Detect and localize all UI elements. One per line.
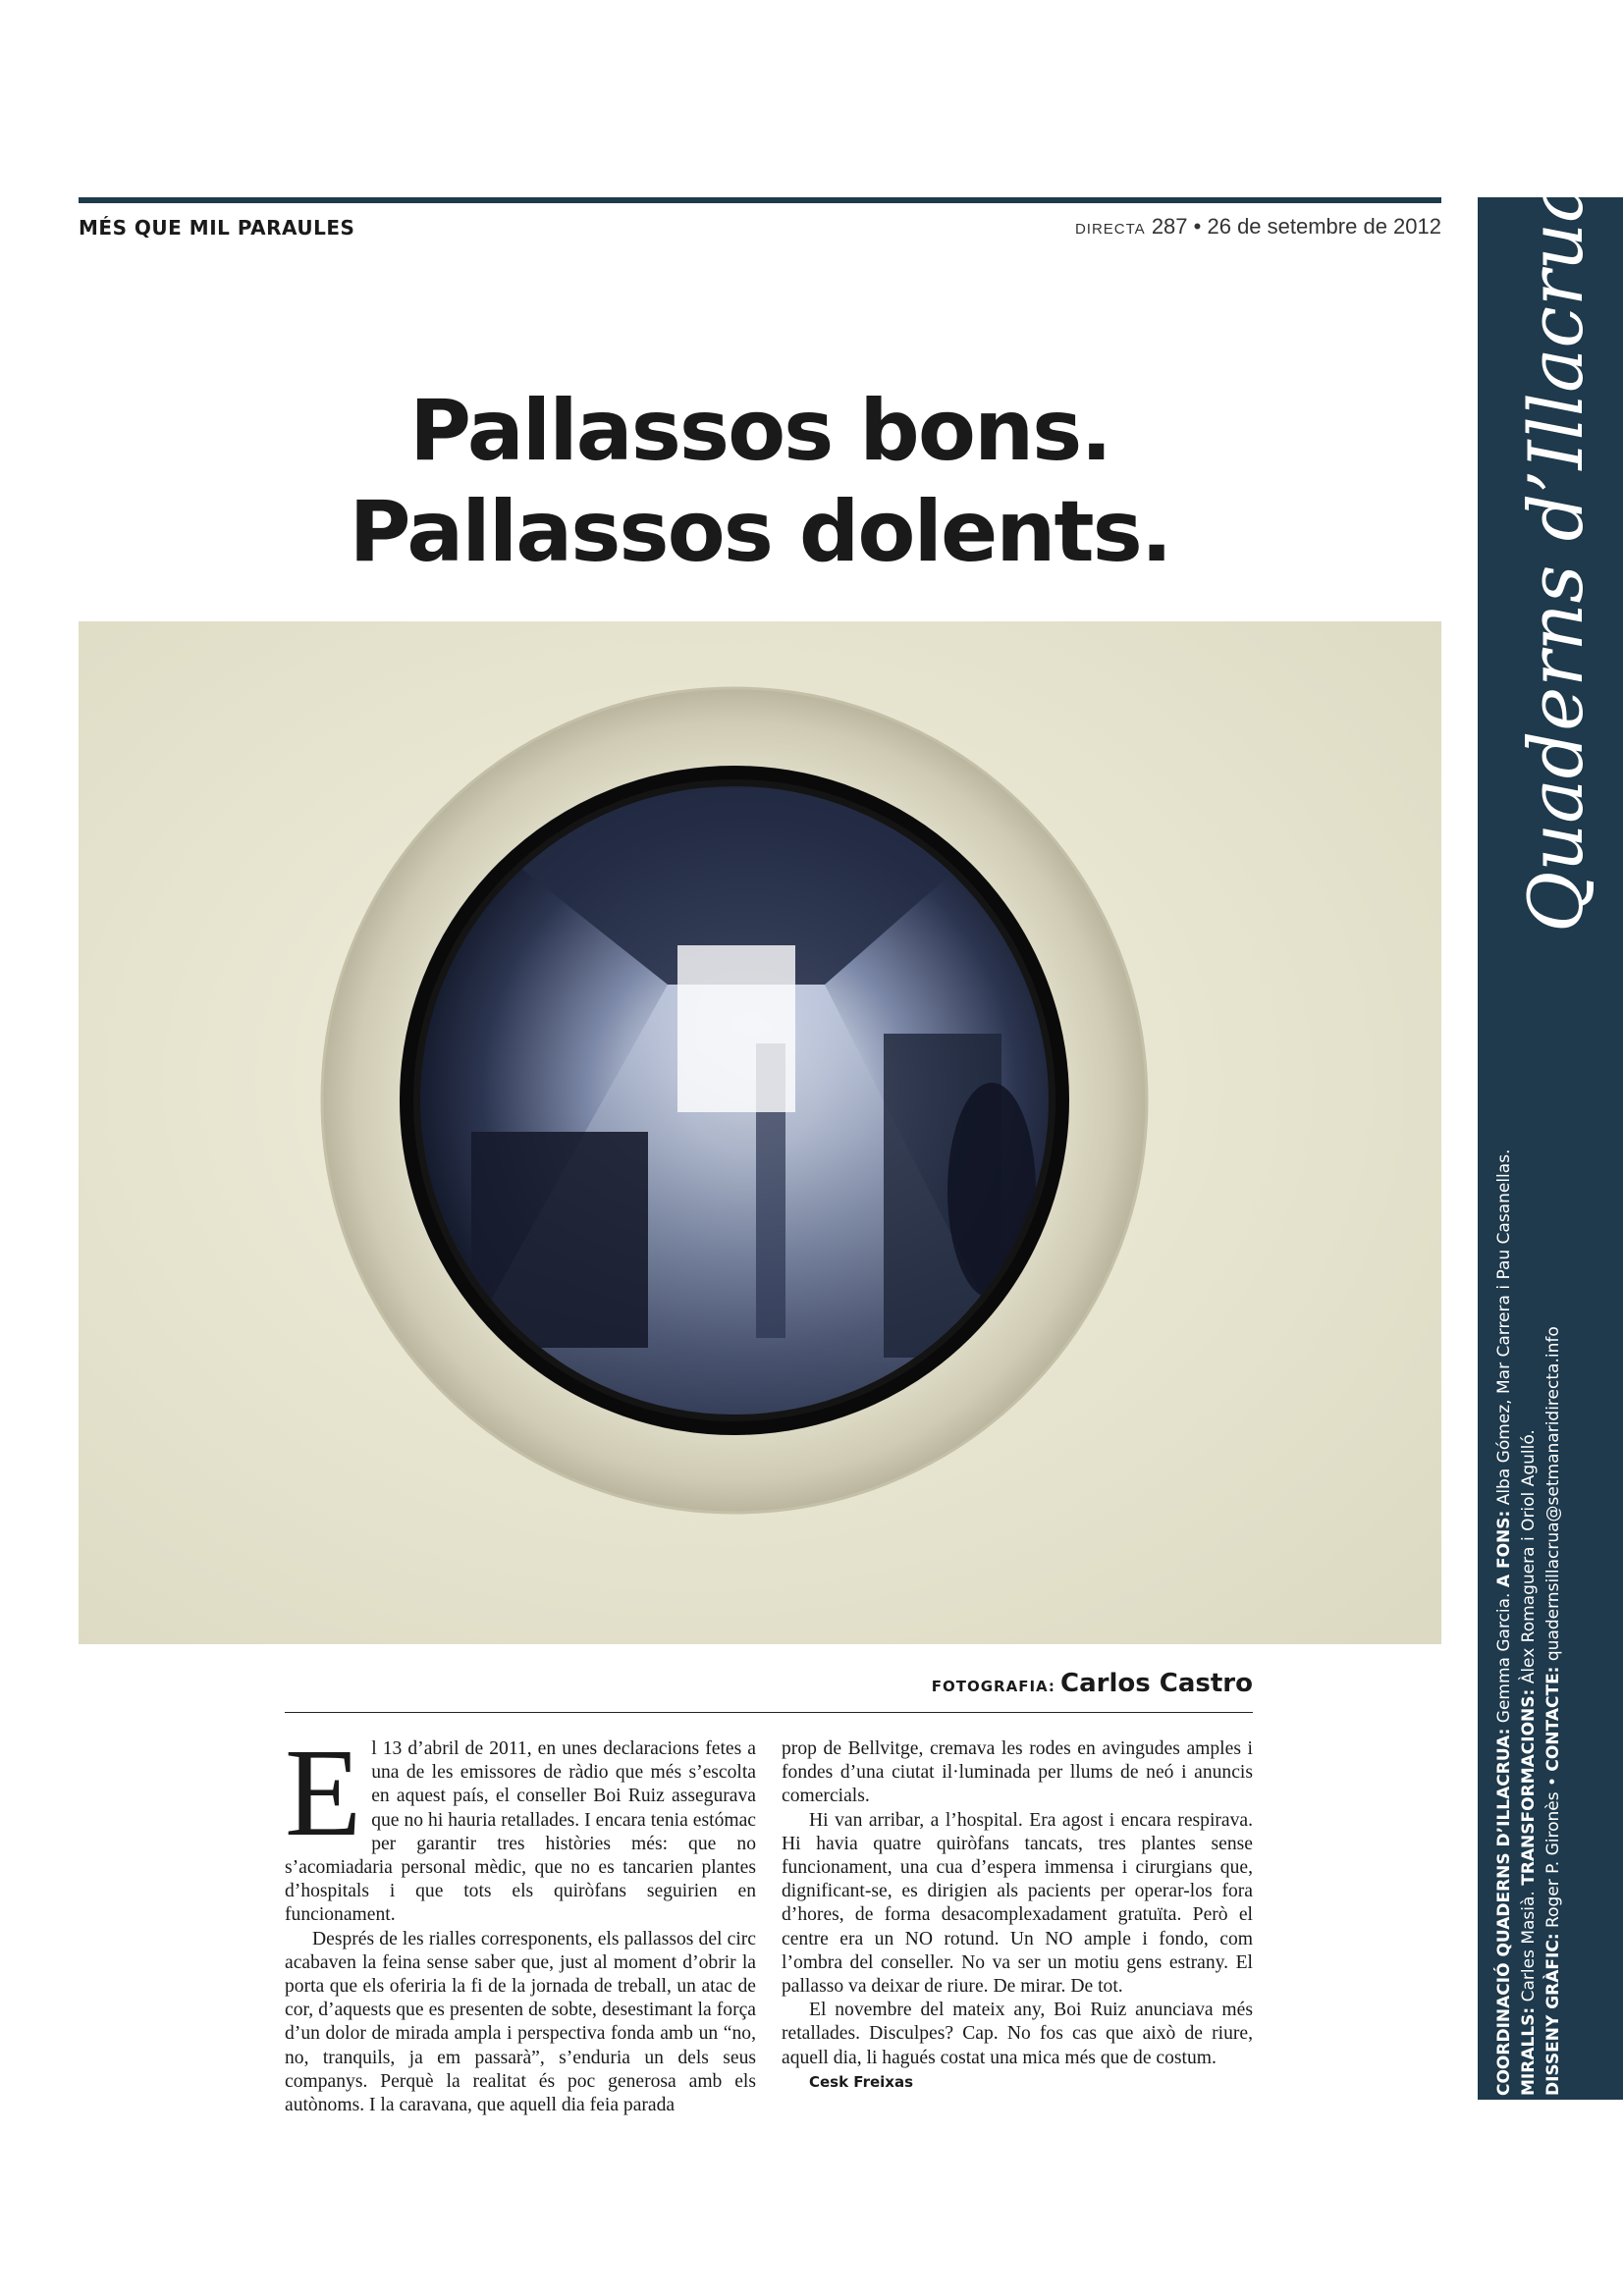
author-signature: Cesk Freixas	[809, 2072, 914, 2091]
staff-credits	[1492, 1148, 1610, 2096]
article-paragraph	[285, 1723, 756, 1928]
article-body	[285, 1723, 1253, 2117]
credit-rule	[285, 1712, 1253, 1713]
article-paragraph: Hi van arribar, a l’hospital. Era agost i encara respirava. Hi havia quatre quiròfans tancats, tres plantes sense funcionament, una cua d’espera immensa i cirurgians que, dignificant-se, es dirigien als pacients per operar-los fora d’hores, de forma desacomplexadament gratuïta. Però el centre era un NO rotund. Un NO ample i fondo, com l’ombra del conseller. No va ser un motiu gens estrany. El pallasso va deixar de riure. De mirar. De tot.	[782, 1809, 1253, 1998]
header-rule	[79, 197, 1441, 203]
contact-email: quadernsillacrua@setmanaridirecta.info	[1543, 1326, 1563, 1667]
issue-date: 26 de setembre de 2012	[1207, 214, 1441, 239]
article-column-2	[782, 1737, 1253, 2117]
photo-credit-label: FOTOGRAFIA:	[931, 1678, 1055, 1695]
headline-line-2: Pallassos dolents.	[349, 483, 1171, 581]
article-column-1	[285, 1723, 756, 2117]
issue-separator: •	[1193, 214, 1202, 239]
article-paragraph-text: l 13 d’abril de 2011, en unes declaracions fetes a una de les emissores de ràdio que més s’escolta en aquest país, el conseller Boi Ruiz assegurava que no hi hauria retallades. I encara tenia estómac per garantir tres històries més: que no s’acomiadaria personal mèdic, que no es tancarien plantes d’hospitals i que tots els quiròfans seguirien en funcionament.	[285, 1738, 756, 1926]
photo-credit	[285, 1669, 1253, 1698]
article-paragraph: prop de Bellvitge, cremava les rodes en avingudes amples i fondes d’una ciutat il·luminada per llums de neó i anuncis comercials.	[782, 1738, 1253, 1807]
credits-line-3: DISSENY GRÀFIC: Roger P. Gironès • CONTACTE: quadernsillacrua@setmanaridirecta.info	[1543, 1326, 1563, 2096]
porthole-illustration	[79, 621, 1441, 1644]
credits-line-1: COORDINACIÓ QUADERNS D’ILLACRUA: Gemma Garcia. A FONS: Alba Gómez, Mar Carrera i Pau Casanellas.	[1494, 1148, 1514, 2096]
publication-name: DIRECTA	[1074, 221, 1146, 238]
headline	[79, 381, 1441, 583]
issue-info	[1075, 214, 1441, 240]
photographer-name: Carlos Castro	[1060, 1669, 1253, 1698]
issue-number: 287	[1151, 214, 1188, 239]
article-paragraph: Després de les rialles corresponents, els pallassos del circ acabaven la feina sense saber que, just al moment d’obrir la porta que els oferiria la fi de la jornada de treball, un atac de cor, d’aquests que es presenten de sobte, desestimant la força d’un dolor de mirada ampla i perspectiva fonda amb un “no, no, tranquils, ja em passarà”, s’enduria un dels seus companys. Perquè la realitat és poc generosa amb els autònoms. I la caravana, que aquell dia feia parada	[285, 1928, 756, 2116]
credits-line-2: MIRALLS: Carles Masià. TRANSFORMACIONS: Àlex Romaguera i Oriol Agulló.	[1519, 1429, 1539, 2096]
supplement-title: Quaderns d’Illacrua	[1512, 178, 1599, 933]
drop-cap: E	[285, 1723, 362, 1862]
article-paragraph: El novembre del mateix any, Boi Ruiz anunciava més retallades. Disculpes? Cap. No fos cas que això de riure, aquell dia, li hagués costat una mica més que de costum.	[782, 2000, 1253, 2068]
section-label: MÉS QUE MIL PARAULES	[79, 216, 355, 240]
porthole-photo	[79, 621, 1441, 1644]
headline-line-1: Pallassos bons.	[408, 382, 1111, 480]
